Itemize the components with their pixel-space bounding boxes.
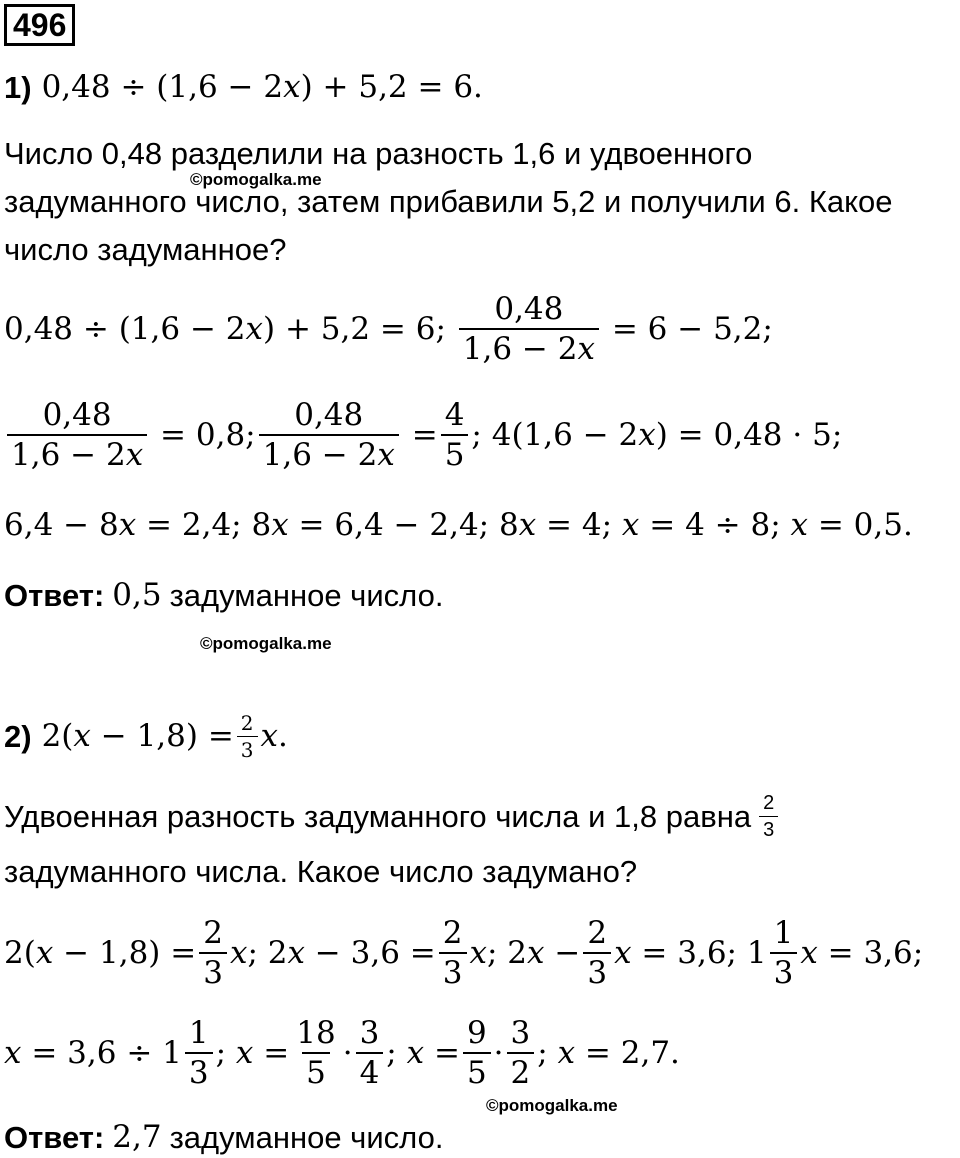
fraction: $\frac{2}{3}$ — [237, 712, 258, 761]
part2-text-line1: Удвоенная разность задуманного числа и 1,8 равна — [4, 799, 752, 834]
watermark-1: ©pomogalka.me — [190, 170, 322, 189]
part1-solution-line2: $\frac{0,48}{1,6 - 2x}$ = 0,8; $\frac{0,48}{1,6 - 2x}$ = $\frac{4}{5}$ ; 4(1,6 − 2x) = 0,48 · 5; — [4, 398, 842, 472]
answer-label: Ответ: — [4, 578, 105, 613]
fraction: $\frac{3}{4}$ — [356, 1016, 384, 1090]
part2-solution-line2: x = 3,6 ÷ 1 $\frac{1}{3}$ ; x = $\frac{18}{5}$ · $\frac{3}{4}$ ; x = $\frac{9}{5}$ · $\frac{3}{2}$ ; x = 2,7. — [4, 1015, 680, 1092]
part2-text-line1-row — [4, 792, 781, 841]
part1-solution-line1: 0,48 ÷ (1,6 − 2x) + 5,2 = 6; $\frac{0,48}{1,6 - 2x}$ = 6 − 5,2; — [4, 291, 773, 368]
fraction: $\frac{0,48}{1,6 - 2x}$ — [459, 292, 599, 366]
part2-solution-line1: 2(x − 1,8) = $\frac{2}{3}$ x ; 2x − 3,6 = $\frac{2}{3}$ x ; 2x − $\frac{2}{3}$ x = 3,6; 1 $\frac{1}{3}$ x = 3,6; — [4, 915, 924, 992]
answer-text: задуманное число. — [169, 578, 444, 613]
part2-heading: 2) 2(x − 1,8) = $\frac{2}{3}$ x . — [4, 711, 288, 762]
fraction: $\frac{18}{5}$ — [296, 1015, 336, 1092]
answer-value: 2,7 — [112, 1119, 162, 1155]
part1-answer — [4, 577, 444, 613]
fraction: $\frac{4}{5}$ — [441, 398, 469, 472]
answer-label: Ответ: — [4, 1120, 105, 1155]
watermark-3: ©pomogalka.me — [486, 1096, 618, 1115]
part1-heading — [4, 69, 483, 105]
watermark-2: ©pomogalka.me — [200, 634, 332, 653]
fraction: $\frac{1}{3}$ — [770, 916, 798, 990]
problem-number: 496 — [4, 4, 75, 46]
part2-text-line2: задуманного числа. Какое число задумано? — [4, 854, 638, 889]
fraction: $\frac{2}{3}$ — [439, 916, 467, 990]
part2-label: 2) — [4, 719, 32, 754]
fraction: $\frac{2}{3}$ — [583, 916, 611, 990]
answer-value: 0,5 — [112, 577, 162, 613]
fraction: $\frac{2}{3}$ — [199, 916, 227, 990]
part1-solution-line3: 6,4 − 8x = 2,4; 8x = 6,4 − 2,4; 8x = 4; x = 4 ÷ 8; x = 0,5. — [4, 507, 913, 543]
part2-answer — [4, 1119, 444, 1155]
part1-equation: 0,48 ÷ (1,6 − 2x) + 5,2 = 6. — [41, 69, 483, 105]
part1-text-line3: число задуманное? — [4, 232, 287, 267]
part1-text-line2: задуманного число, затем прибавили 5,2 и получили 6. Какое — [4, 184, 893, 219]
fraction: $\frac{0,48}{1,6 - 2x}$ — [7, 398, 147, 472]
fraction: $\frac{1}{3}$ — [185, 1016, 213, 1090]
answer-text: задуманное число. — [169, 1120, 444, 1155]
part1-text-line1: Число 0,48 разделили на разность 1,6 и удвоенного — [4, 136, 753, 171]
fraction: $\frac{9}{5}$ — [463, 1016, 491, 1090]
fraction: $\frac{0,48}{1,6 - 2x}$ — [259, 398, 399, 472]
fraction: $\frac{3}{2}$ — [507, 1016, 535, 1090]
part1-label: 1) — [4, 70, 32, 105]
fraction: $\frac{2}{3}$ — [759, 792, 778, 841]
